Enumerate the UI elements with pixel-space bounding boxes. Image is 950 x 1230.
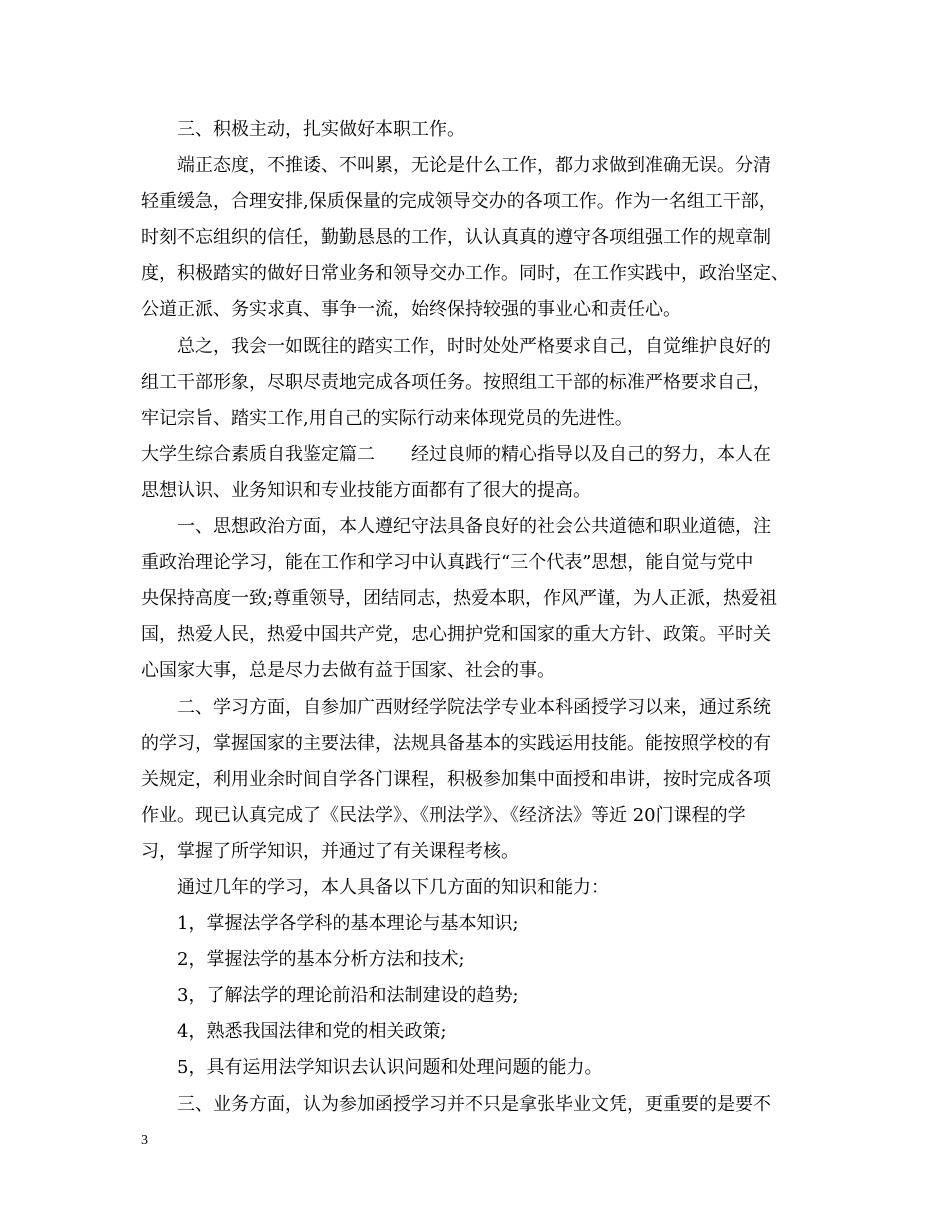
text-line: 大学生综合素质自我鉴定篇二 经过良师的精心指导以及自己的努力，本人在: [141, 443, 771, 465]
text-line: 度，积极踏实的做好日常业务和领导交办工作。同时，在工作实践中，政治坚定、: [141, 263, 789, 285]
text-line: 二、学习方面，自参加广西财经学院法学专业本科函授学习以来，通过系统: [177, 696, 771, 718]
text-line: 关规定，利用业余时间自学各门课程，积极参加集中面授和串讲，按时完成各项: [141, 768, 771, 790]
text-line: 4，熟悉我国法律和党的相关政策;: [177, 1021, 447, 1043]
text-line: 轻重缓急，合理安排,保质保量的完成领导交办的各项工作。作为一名组工干部，: [141, 191, 777, 213]
text-line: 1，掌握法学各学科的基本理论与基本知识;: [177, 913, 519, 935]
text-line: 三、积极主动，扎实做好本职工作。: [177, 119, 465, 140]
text-line: 组工干部形象，尽职尽责地完成各项任务。按照组工干部的标准严格要求自己，: [141, 371, 771, 393]
text-line: 5，具有运用法学知识去认识问题和处理问题的能力。: [177, 1057, 603, 1079]
text-line: 牢记宗旨、踏实工作,用自己的实际行动来体现党员的先进性。: [141, 407, 633, 429]
text-line: 习，掌握了所学知识，并通过了有关课程考核。: [141, 840, 519, 862]
text-line: 的学习，掌握国家的主要法律，法规具备基本的实践运用技能。能按照学校的有: [141, 732, 771, 754]
text-line: 时刻不忘组织的信任，勤勤恳恳的工作，认认真真的遵守各项组强工作的规章制: [141, 227, 771, 249]
text-line: 作业。现已认真完成了《民法学》、《刑法学》、《经济法》等近 20门课程的学: [141, 804, 746, 826]
text-line: 总之，我会一如既往的踏实工作，时时处处严格要求自己，自觉维护良好的: [177, 335, 771, 357]
text-line: 国，热爱人民，热爱中国共产党，忠心拥护党和国家的重大方针、政策。平时关: [141, 624, 771, 646]
document-body: [141, 112, 809, 1123]
text-line: 通过几年的学习，本人具备以下几方面的知识和能力：: [177, 876, 609, 898]
page-number: 3: [141, 1133, 148, 1148]
text-line: 3，了解法学的理论前沿和法制建设的趋势;: [177, 985, 519, 1007]
text-line: 心国家大事，总是尽力去做有益于国家、社会的事。: [141, 660, 555, 682]
text-line: 央保持高度一致;尊重领导，团结同志，热爱本职，作风严谨，为人正派，热爱祖: [141, 588, 778, 610]
text-line: 三、业务方面，认为参加函授学习并不只是拿张毕业文凭，更重要的是要不: [177, 1093, 771, 1115]
text-line: 端正态度，不推诿、不叫累，无论是什么工作，都力求做到准确无误。分清: [177, 155, 771, 177]
text-line: 一、思想政治方面，本人遵纪守法具备良好的社会公共道德和职业道德，注: [177, 516, 771, 538]
text-line: 公道正派、务实求真、事争一流，始终保持较强的事业心和责任心。: [141, 299, 681, 321]
text-line: 思想认识、业务知识和专业技能方面都有了很大的提高。: [141, 479, 591, 501]
text-line: 2，掌握法学的基本分析方法和技术;: [177, 949, 465, 971]
text-line: 重政治理论学习，能在工作和学习中认真践行“三个代表”思想，能自觉与党中: [141, 552, 754, 574]
